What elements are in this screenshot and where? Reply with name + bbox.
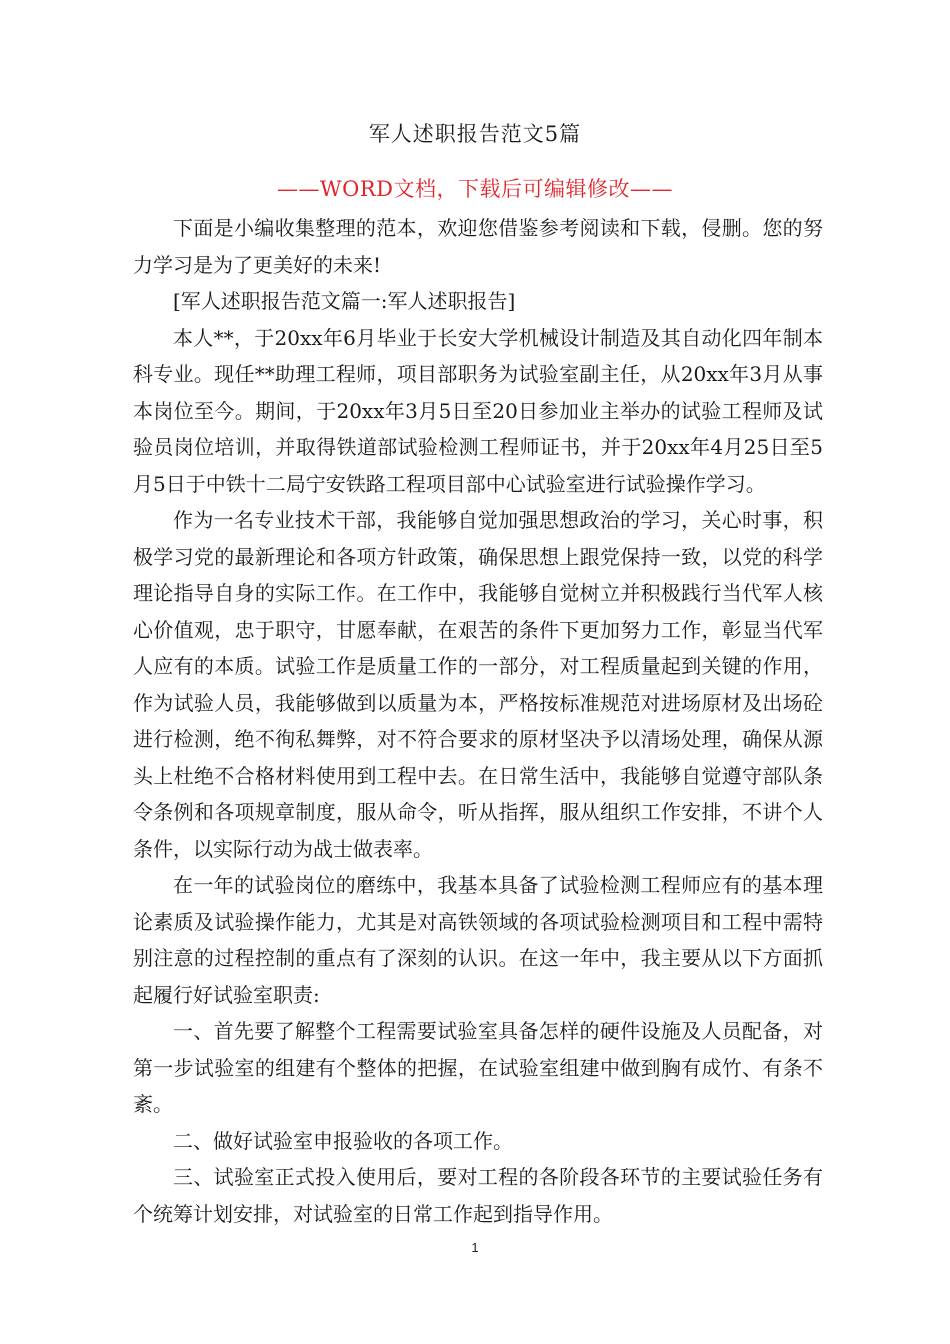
paragraph-conduct: 作为一名专业技术干部，我能够自觉加强思想政治的学习，关心时事，积极学习党的最新理论和各项方针政策，确保思想上跟党保持一致，以党的科学理论指导自身的实际工作。在工作中，我能够自觉树立并积极践行当代军人核心价值观，忠于职守，甘愿奉献，在艰苦的条件下更加努力工作，彰显当代军人应有的本质。试验工作是质量工作的一部分，对工程质量起到关键的作用，作为试验人员，我能够做到以质量为本，严格按标准规范对进场原材及出场砼进行检测，绝不徇私舞弊，对不符合要求的原材坚决予以清场处理，确保从源头上杜绝不合格材料使用到工程中去。在日常生活中，我能够自觉遵守部队条令条例和各项规章制度，服从命令，听从指挥，服从组织工作安排，不讲个人条件，以实际行动为战士做表率。 bbox=[133, 508, 823, 861]
paragraph-item-one: 一、首先要了解整个工程需要试验室具备怎样的硬件设施及人员配备，对第一步试验室的组建有个整体的把握，在试验室组建中做到胸有成竹、有条不紊。 bbox=[133, 1019, 823, 1116]
document-title: 军人述职报告范文5篇 bbox=[368, 122, 582, 146]
paragraph-intro: 下面是小编收集整理的范本，欢迎您借鉴参考阅读和下载，侵删。您的努力学习是为了更美好的未来! bbox=[133, 216, 823, 277]
paragraph-experience: 在一年的试验岗位的磨练中，我基本具备了试验检测工程师应有的基本理论素质及试验操作能力，尤其是对高铁领域的各项试验检测项目和工程中需特别注意的过程控制的重点有了深刻的认识。在这一年中，我主要从以下方面抓起履行好试验室职责: bbox=[133, 873, 823, 1007]
paragraph-section-heading: [军人述职报告范文篇一:军人述职报告] bbox=[173, 289, 516, 313]
paragraph-item-three: 三、试验室正式投入使用后，要对工程的各阶段各环节的主要试验任务有个统筹计划安排，对试验室的日常工作起到指导作用。 bbox=[133, 1165, 823, 1226]
document-subtitle: ——WORD文档，下载后可编辑修改—— bbox=[277, 177, 673, 201]
document-body bbox=[133, 210, 823, 1232]
paragraph-item-two: 二、做好试验室申报验收的各项工作。 bbox=[173, 1128, 513, 1153]
paragraph-background: 本人**，于20xx年6月毕业于长安大学机械设计制造及其自动化四年制本科专业。现任**助理工程师，项目部职务为试验室副主任，从20xx年3月从事本岗位至今。期间，于20xx年3月5日至20日参加业主举办的试验工程师及试验员岗位培训，并取得铁道部试验检测工程师证书，并于20xx年4月25日至5月5日于中铁十二局宁安铁路工程项目部中心试验室进行试验操作学习。 bbox=[133, 325, 823, 496]
page-number: 1 bbox=[471, 1240, 479, 1255]
